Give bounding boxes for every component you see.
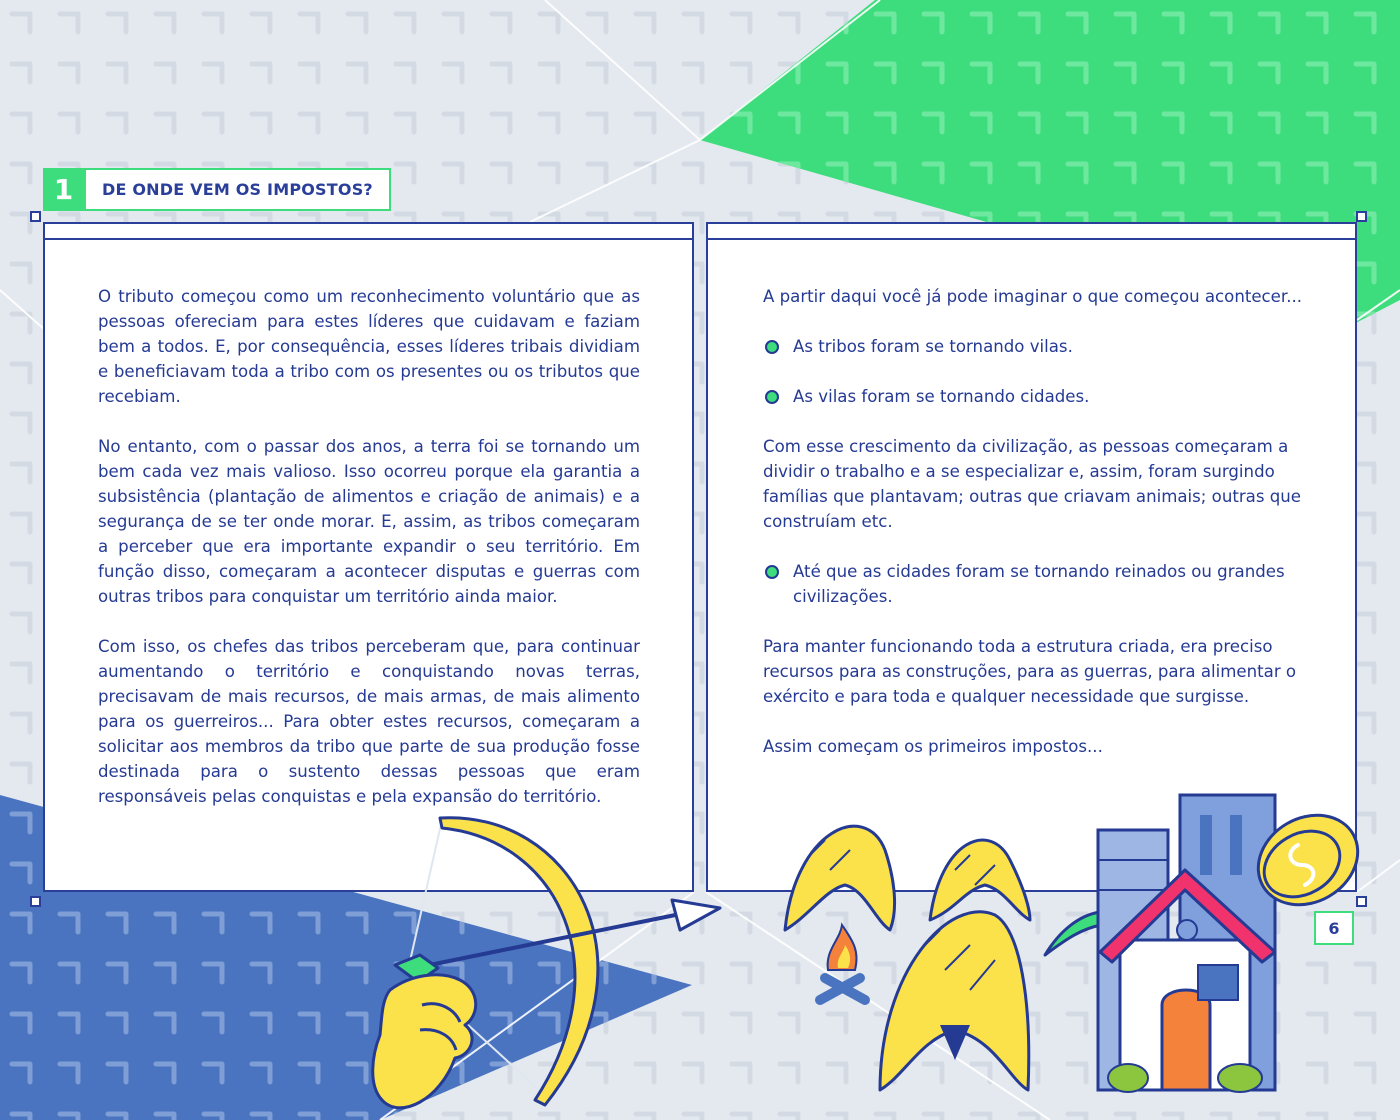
paragraph: Com esse crescimento da civilização, as pessoas começaram a dividir o trabalho e a se especializar e, assim, foram surgindo famílias que plantavam; outras que criavam animais; outras que construíam etc.	[763, 437, 1302, 531]
paragraph: Com isso, os chefes das tribos perceberam que, para continuar aumentando o território e conquistando novas terras, precisavam de mais recursos, de mais armas, de mais alimento para os guerreiros... Para obter estes recursos, começaram a solicitar aos membros da tribo que parte de sua produção fosse destinada para o sustento dessas pessoas que eram responsáveis pelas conquistas e pela expansão do território.	[98, 637, 640, 806]
right-page-text	[763, 284, 1308, 784]
bullet-dot-icon	[765, 340, 779, 354]
corner-marker	[30, 211, 41, 222]
hand-icon	[373, 975, 476, 1108]
bullet-dot-icon	[765, 390, 779, 404]
tent-icon	[770, 800, 1070, 1100]
chapter-number: 1	[43, 168, 84, 211]
paragraph: A partir daqui você já pode imaginar o que começou acontecer...	[763, 287, 1303, 306]
corner-marker	[1356, 211, 1367, 222]
bow-and-arrow-icon	[360, 800, 730, 1120]
paragraph: No entanto, com o passar dos anos, a terra foi se tornando um bem cada vez mais valioso. Isso ocorreu porque ela garantia a subsistência (plantação de alimentos e criação de animais) e a segurança de se ter onde morar. E, assim, as tribos começaram a perceber que era importante expandir o seu território. Em função disso, começaram a acontecer disputas e guerras com outras tribos para conquistar um território ainda maior.	[98, 437, 640, 606]
chapter-header	[43, 168, 391, 211]
paragraph: Para manter funcionando toda a estrutura criada, era preciso recursos para as construções, para as guerras, para alimentar o exército e para toda e qualquer necessidade que surgisse.	[763, 637, 1297, 706]
bullet-dot-icon	[765, 565, 779, 579]
paragraph: Assim começam os primeiros impostos...	[763, 737, 1103, 756]
house-icon	[1040, 790, 1370, 1120]
left-page	[43, 222, 694, 892]
left-page-text	[98, 284, 640, 834]
chapter-title: DE ONDE VEM OS IMPOSTOS?	[84, 168, 391, 211]
page-top-rule	[708, 238, 1355, 240]
paragraph: O tributo começou como um reconhecimento voluntário que as pessoas ofereciam para estes líderes que cuidavam e faziam bem a todos. E, por consequência, esses líderes tribais dividiam e beneficiavam toda a tribo com os presentes ou os tributos que recebiam.	[98, 287, 640, 406]
bullet-text: As tribos foram se tornando vilas.	[793, 337, 1073, 356]
bullet-text: Até que as cidades foram se tornando reinados ou grandes civilizações.	[793, 562, 1285, 606]
bullet-item	[763, 559, 1308, 609]
corner-marker	[30, 896, 41, 907]
bullet-item	[763, 334, 1308, 359]
bullet-text: As vilas foram se tornando cidades.	[793, 387, 1090, 406]
bullet-item	[763, 384, 1308, 409]
page-number: 6	[1314, 911, 1354, 945]
page-top-rule	[45, 238, 692, 240]
campfire-icon	[820, 925, 865, 1000]
